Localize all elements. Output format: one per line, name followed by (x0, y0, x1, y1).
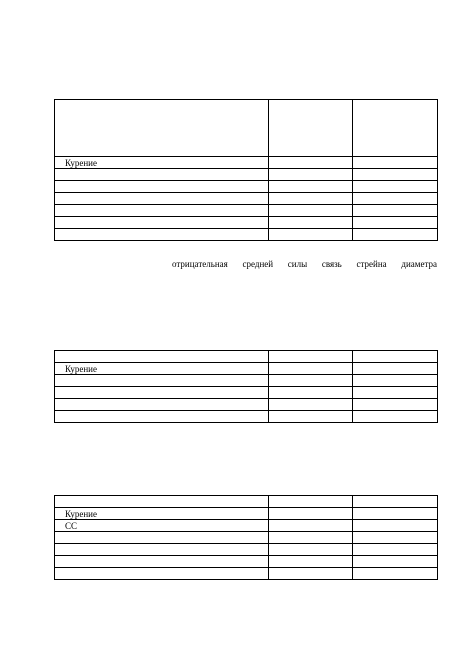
table-row (55, 351, 438, 363)
table-cell (55, 496, 269, 508)
table-cell (353, 217, 438, 229)
table-cell (353, 411, 438, 423)
table-cell (55, 375, 269, 387)
table-cell (353, 351, 438, 363)
table-cell (269, 508, 353, 520)
table-cell (55, 217, 269, 229)
table-cell (353, 556, 438, 568)
table-cell (353, 544, 438, 556)
table-cell (269, 169, 353, 181)
table-row (55, 229, 438, 241)
caption-text: отрицательная средней силы связь стрейна диаметра (172, 259, 437, 269)
table-cell: Курение (55, 508, 269, 520)
table-row (55, 508, 438, 520)
table-cell (353, 205, 438, 217)
table-cell (269, 229, 353, 241)
table-cell (353, 229, 438, 241)
table-cell (55, 181, 269, 193)
table-cell (55, 568, 269, 580)
table-cell (269, 520, 353, 532)
table-row (55, 411, 438, 423)
table-row (55, 520, 438, 532)
table-cell (269, 387, 353, 399)
table-cell (55, 205, 269, 217)
table-cell (55, 193, 269, 205)
table-cell (269, 363, 353, 375)
table-row (55, 399, 438, 411)
table-cell (55, 532, 269, 544)
table-cell (269, 100, 353, 157)
table-row (55, 363, 438, 375)
table-cell (353, 363, 438, 375)
table-2 (54, 350, 438, 423)
table-row (55, 568, 438, 580)
table-cell (269, 157, 353, 169)
table-cell (353, 399, 438, 411)
table-cell: Курение (55, 363, 269, 375)
table-cell (353, 496, 438, 508)
table-row (55, 544, 438, 556)
table-row (55, 375, 438, 387)
table-cell: Курение (55, 157, 269, 169)
table-cell (269, 544, 353, 556)
table-cell (55, 169, 269, 181)
table-cell (353, 100, 438, 157)
table-cell (55, 100, 269, 157)
table-cell (353, 169, 438, 181)
table-cell (269, 399, 353, 411)
table-cell (55, 387, 269, 399)
table-row (55, 157, 438, 169)
table-row (55, 205, 438, 217)
table-cell (269, 375, 353, 387)
table-header-row (55, 100, 438, 157)
table-cell (353, 508, 438, 520)
table-row (55, 532, 438, 544)
table-cell (269, 205, 353, 217)
table-1-body (55, 100, 438, 241)
table-row (55, 496, 438, 508)
table-cell (269, 568, 353, 580)
table-cell (353, 193, 438, 205)
table-2-body (55, 351, 438, 423)
table-cell (353, 157, 438, 169)
table-cell (353, 387, 438, 399)
table-3 (54, 495, 438, 580)
table-cell (55, 399, 269, 411)
table-cell (55, 229, 269, 241)
table-3-body (55, 496, 438, 580)
table-row (55, 387, 438, 399)
table-cell (353, 568, 438, 580)
table-row (55, 169, 438, 181)
table-row (55, 181, 438, 193)
table-cell (353, 520, 438, 532)
table-cell (269, 193, 353, 205)
table-row (55, 556, 438, 568)
table-cell (269, 181, 353, 193)
table-cell (269, 351, 353, 363)
table-cell (353, 181, 438, 193)
table-cell (269, 496, 353, 508)
table-cell (55, 351, 269, 363)
table-cell (55, 544, 269, 556)
table-cell (55, 556, 269, 568)
table-cell (353, 532, 438, 544)
table-1 (54, 99, 438, 241)
table-row (55, 193, 438, 205)
table-row (55, 217, 438, 229)
table-cell (269, 217, 353, 229)
table-cell: СС (55, 520, 269, 532)
table-cell (269, 411, 353, 423)
table-cell (55, 411, 269, 423)
table-cell (353, 375, 438, 387)
table-cell (269, 556, 353, 568)
table-cell (269, 532, 353, 544)
